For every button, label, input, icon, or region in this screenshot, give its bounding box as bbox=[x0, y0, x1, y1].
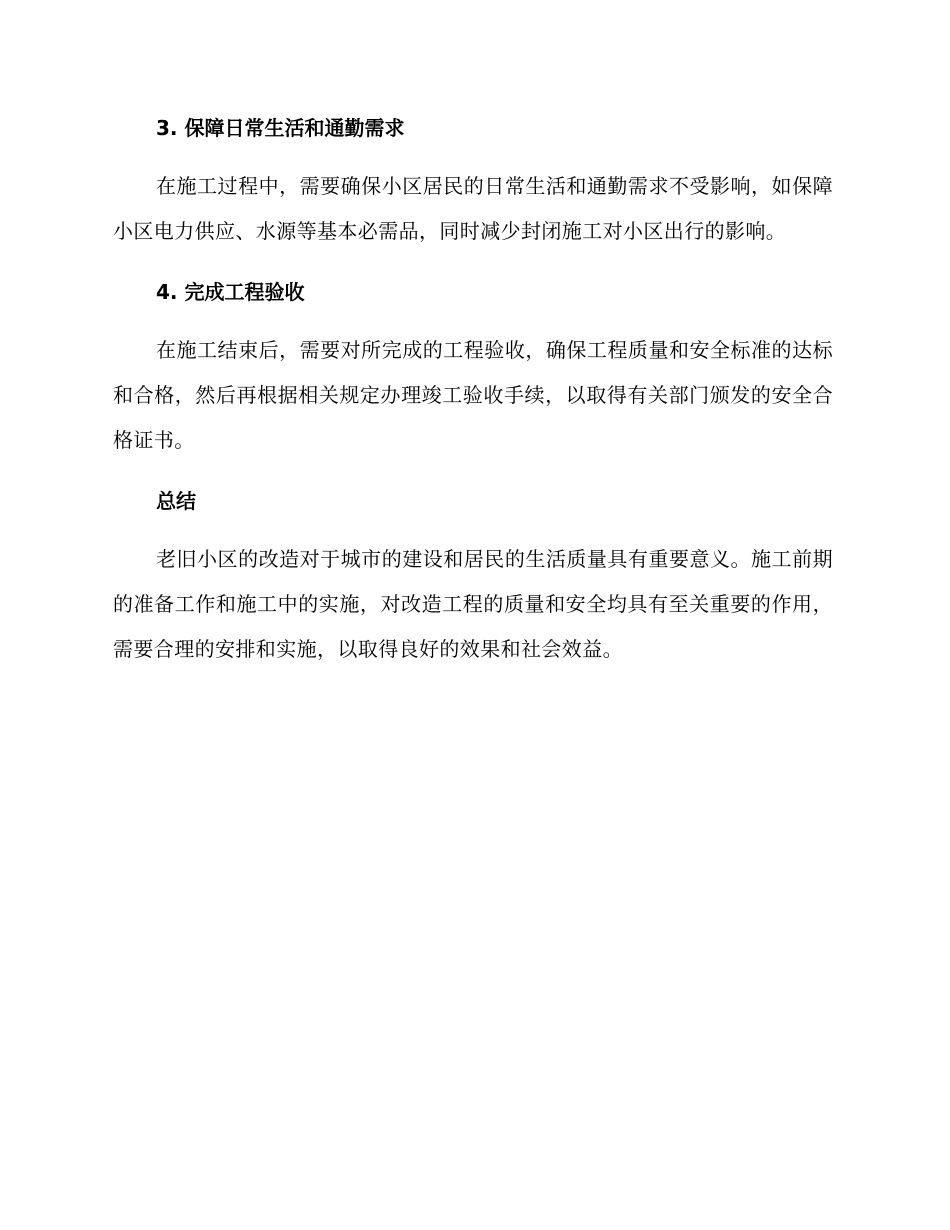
section-body-daily-life: 在施工过程中，需要确保小区居民的日常生活和通勤需求不受影响，如保障小区电力供应、水源等基本必需品，同时减少封闭施工对小区出行的影响。 bbox=[113, 174, 833, 243]
section-body-summary: 老旧小区的改造对于城市的建设和居民的生活质量具有重要意义。施工前期的准备工作和施工中的实施，对改造工程的质量和安全均具有至关重要的作用，需要合理的安排和实施，以取得良好的效果和社会效益。 bbox=[113, 547, 833, 661]
section-heading-summary: 总结 bbox=[156, 489, 196, 513]
section-body-acceptance: 在施工结束后，需要对所完成的工程验收，确保工程质量和安全标准的达标和合格，然后再根据相关规定办理竣工验收手续，以取得有关部门颁发的安全合格证书。 bbox=[113, 338, 833, 452]
document-content bbox=[113, 110, 833, 672]
section-heading-acceptance: 4. 完成工程验收 bbox=[156, 280, 305, 304]
section-heading-daily-life: 3. 保障日常生活和通勤需求 bbox=[156, 116, 405, 140]
